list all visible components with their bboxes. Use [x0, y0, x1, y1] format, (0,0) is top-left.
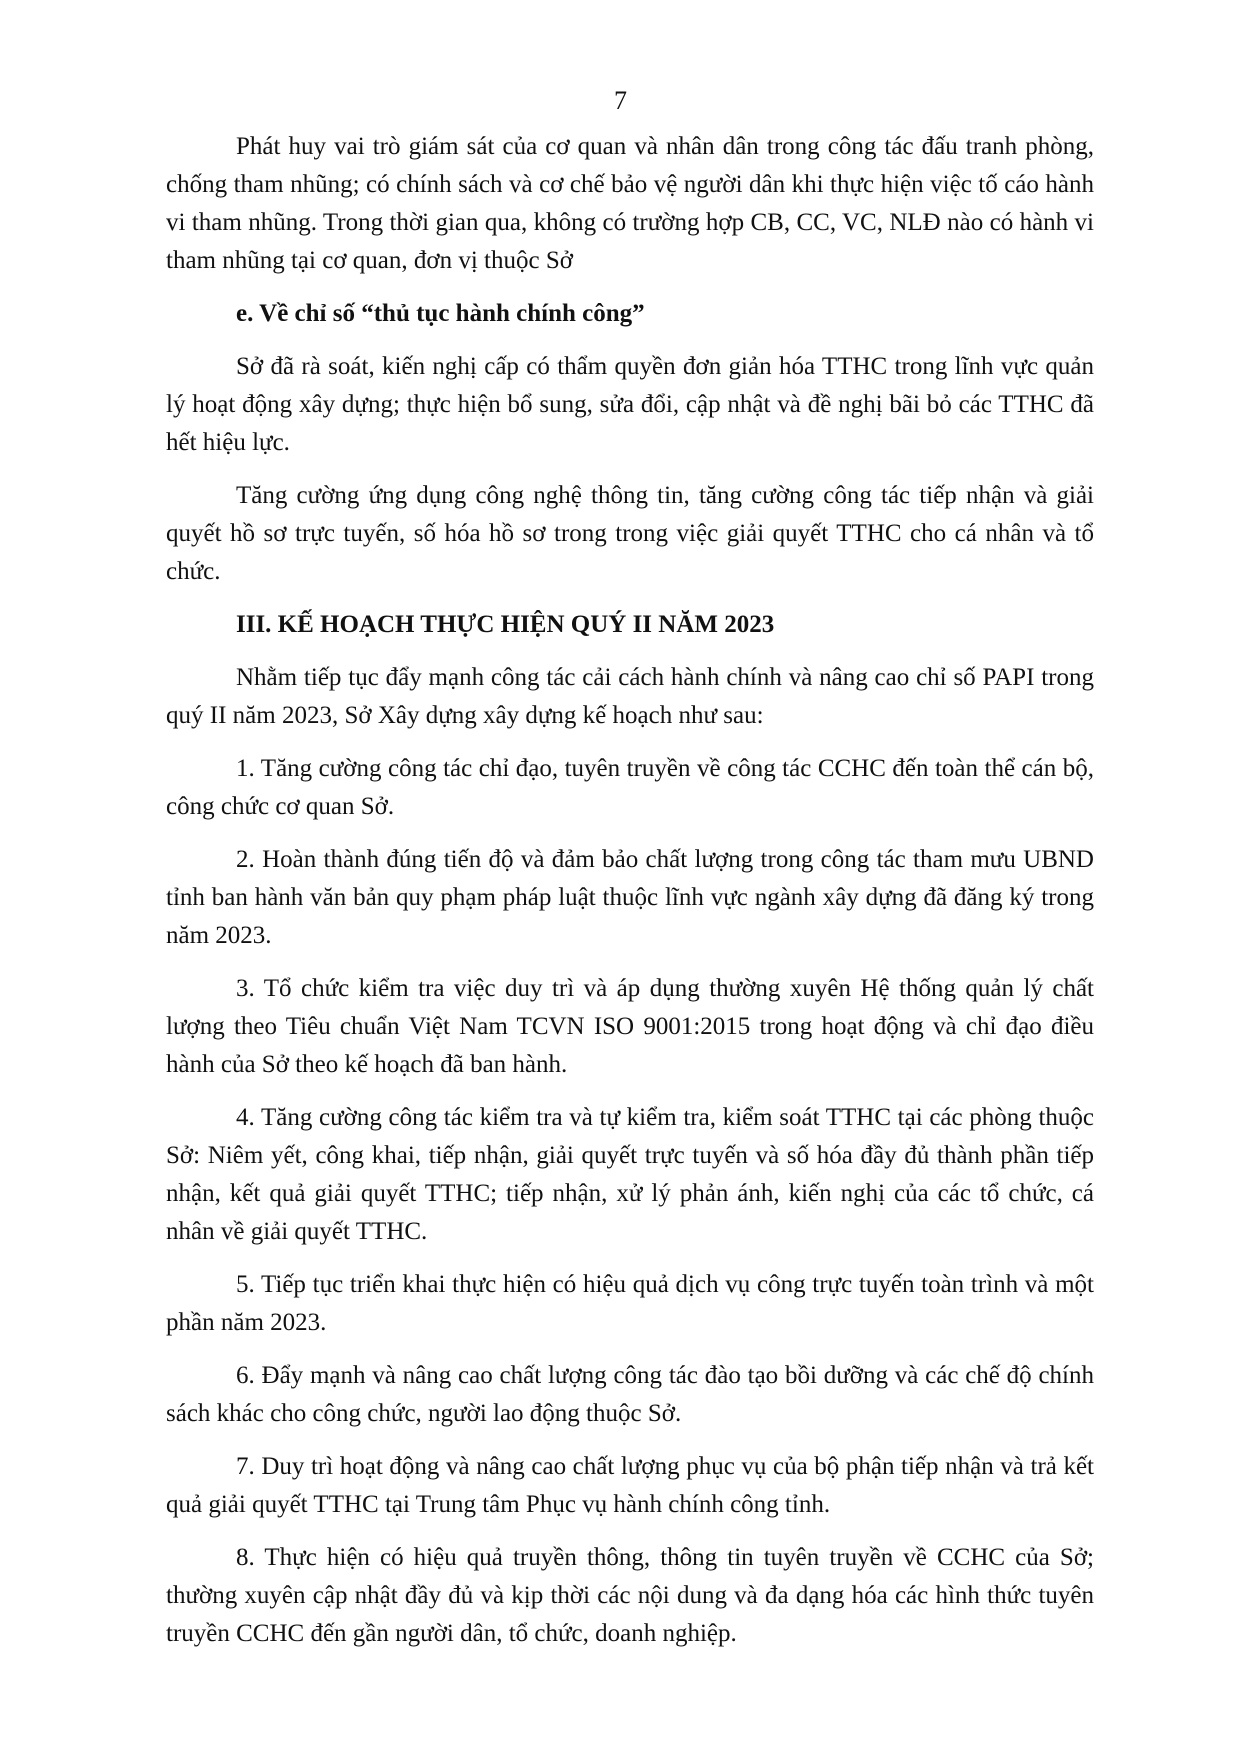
paragraph-plan-intro: Nhằm tiếp tục đẩy mạnh công tác cải cách hành chính và nâng cao chỉ số PAPI trong quý II năm 2023, Sở Xây dựng xây dựng kế hoạch như sau: — [166, 664, 1094, 729]
plan-item-8: 8. Thực hiện có hiệu quả truyền thông, thông tin tuyên truyền về CCHC của Sở; thường xuyên cập nhật đầy đủ và kịp thời các nội dung và đa dạng hóa các hình thức tuyên truyền CCHC đến gần người dân, tổ chức, doanh nghiệp. — [166, 1544, 1094, 1647]
paragraph-anti-corruption-supervision: Phát huy vai trò giám sát của cơ quan và nhân dân trong công tác đấu tranh phòng, chống tham nhũng; có chính sách và cơ chế bảo vệ người dân khi thực hiện việc tố cáo hành vi tham nhũng. Trong thời gian qua, không có trường hợp CB, CC, VC, NLĐ nào có hành vi tham nhũng tại cơ quan, đơn vị thuộc Sở — [166, 133, 1094, 274]
plan-item-7: 7. Duy trì hoạt động và nâng cao chất lượng phục vụ của bộ phận tiếp nhận và trả kết quả giải quyết TTHC tại Trung tâm Phục vụ hành chính công tỉnh. — [166, 1453, 1094, 1518]
plan-item-2: 2. Hoàn thành đúng tiến độ và đảm bảo chất lượng trong công tác tham mưu UBND tỉnh ban hành văn bản quy phạm pháp luật thuộc lĩnh vực ngành xây dựng đã đăng ký trong năm 2023. — [166, 846, 1094, 949]
paragraph-it-application: Tăng cường ứng dụng công nghệ thông tin, tăng cường công tác tiếp nhận và giải quyết hồ sơ trực tuyến, số hóa hồ sơ trong trong việc giải quyết TTHC cho cá nhân và tổ chức. — [166, 482, 1094, 585]
section-heading-e: e. Về chỉ số “thủ tục hành chính công” — [236, 300, 645, 327]
plan-item-3: 3. Tổ chức kiểm tra việc duy trì và áp dụng thường xuyên Hệ thống quản lý chất lượng theo Tiêu chuẩn Việt Nam TCVN ISO 9001:2015 trong hoạt động và chỉ đạo điều hành của Sở theo kế hoạch đã ban hành. — [166, 975, 1094, 1078]
page-number: 7 — [614, 86, 627, 115]
plan-item-4: 4. Tăng cường công tác kiểm tra và tự kiểm tra, kiểm soát TTHC tại các phòng thuộc Sở: Niêm yết, công khai, tiếp nhận, giải quyết trực tuyến và số hóa đầy đủ thành phần tiếp nhận, kết quả giải quyết TTHC; tiếp nhận, xử lý phản ánh, kiến nghị của các tổ chức, cá nhân về giải quyết TTHC. — [166, 1104, 1094, 1245]
document-body — [166, 128, 1094, 1668]
paragraph-tthc-review: Sở đã rà soát, kiến nghị cấp có thẩm quyền đơn giản hóa TTHC trong lĩnh vực quản lý hoạt động xây dựng; thực hiện bổ sung, sửa đổi, cập nhật và đề nghị bãi bỏ các TTHC đã hết hiệu lực. — [166, 353, 1094, 456]
plan-item-6: 6. Đẩy mạnh và nâng cao chất lượng công tác đào tạo bồi dưỡng và các chế độ chính sách khác cho công chức, người lao động thuộc Sở. — [166, 1362, 1094, 1427]
plan-item-1: 1. Tăng cường công tác chỉ đạo, tuyên truyền về công tác CCHC đến toàn thể cán bộ, công chức cơ quan Sở. — [166, 755, 1094, 820]
plan-item-5: 5. Tiếp tục triển khai thực hiện có hiệu quả dịch vụ công trực tuyến toàn trình và một phần năm 2023. — [166, 1271, 1094, 1336]
section-heading-iii: III. KẾ HOẠCH THỰC HIỆN QUÝ II NĂM 2023 — [236, 611, 775, 638]
